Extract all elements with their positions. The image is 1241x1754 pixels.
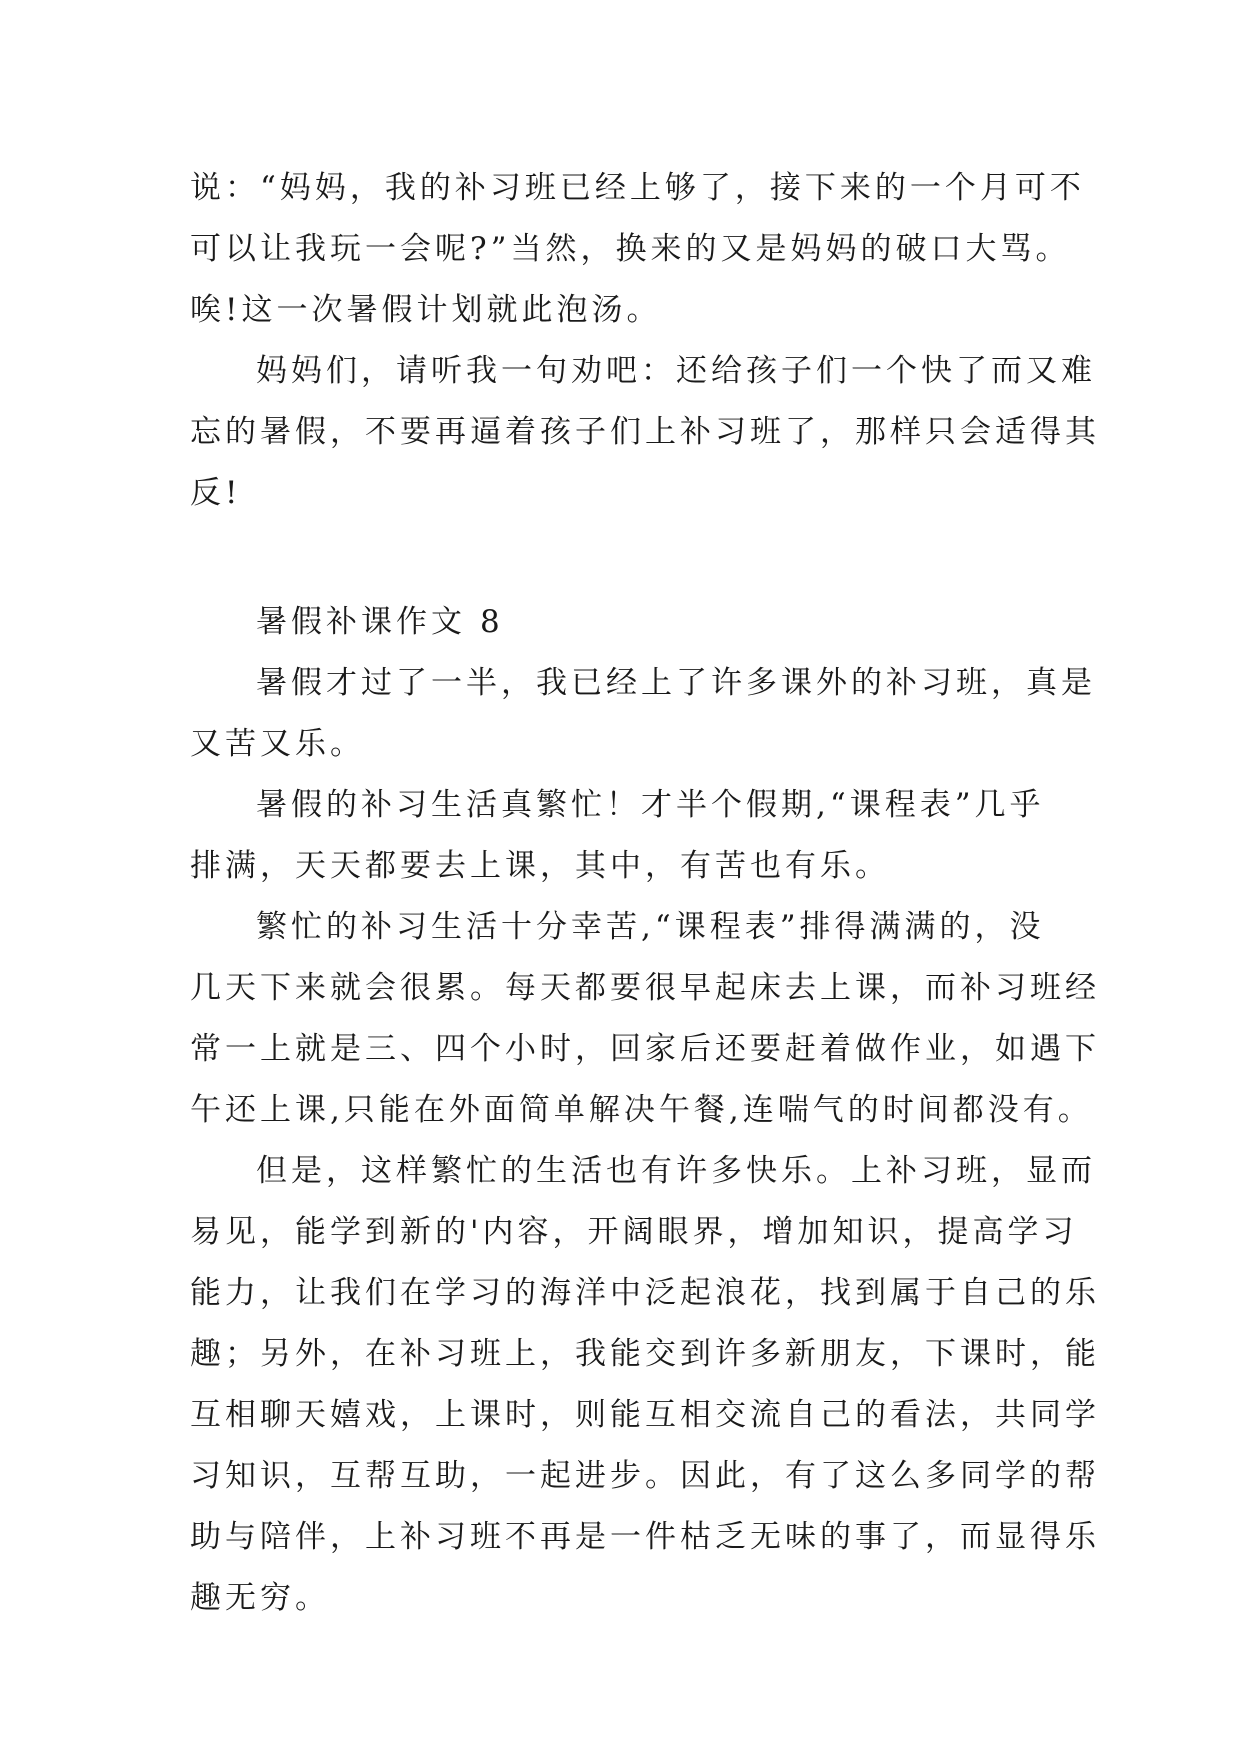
text-line: 繁忙的补习生活十分幸苦,“课程表”排得满满的，没 xyxy=(256,909,1045,945)
text-line: 习知识，互帮互助，一起进步。因此，有了这么多同学的帮 xyxy=(190,1458,1100,1494)
text-line: 忘的暑假，不要再逼着孩子们上补习班了，那样只会适得其 xyxy=(190,414,1100,450)
text-line: 唉!这一次暑假计划就此泡汤。 xyxy=(190,292,662,328)
text-line: 可以让我玩一会呢?”当然，换来的又是妈妈的破口大骂。 xyxy=(190,231,1071,267)
paragraph-3 xyxy=(190,897,1100,1141)
paragraph-1 xyxy=(190,653,1096,775)
text-line: 几天下来就会很累。每天都要很早起床去上课，而补习班经 xyxy=(190,970,1100,1006)
document-page xyxy=(190,158,1100,1629)
section-gap xyxy=(190,524,1050,592)
text-line: 但是，这样繁忙的生活也有许多快乐。上补习班，显而 xyxy=(256,1153,1096,1189)
text-line: 趣；另外，在补习班上，我能交到许多新朋友，下课时，能 xyxy=(190,1336,1100,1372)
essay-number: 8 xyxy=(480,604,504,640)
text-line: 能力，让我们在学习的海洋中泛起浪花，找到属于自己的乐 xyxy=(190,1275,1100,1311)
paragraph-2 xyxy=(190,775,1050,897)
text-line: 互相聊天嬉戏，上课时，则能互相交流自己的看法，共同学 xyxy=(190,1397,1100,1433)
paragraph-continued xyxy=(190,158,1085,341)
paragraph-advice xyxy=(190,341,1100,524)
text-line: 常一上就是三、四个小时，回家后还要赶着做作业，如遇下 xyxy=(190,1031,1100,1067)
essay-title xyxy=(190,592,1050,653)
text-line: 趣无穷。 xyxy=(190,1580,330,1616)
text-line: 暑假的补习生活真繁忙！才半个假期,“课程表”几乎 xyxy=(256,787,1045,823)
text-line: 易见，能学到新的'内容，开阔眼界，增加知识，提高学习 xyxy=(190,1214,1078,1250)
paragraph-4 xyxy=(190,1141,1100,1629)
text-line: 排满，天天都要去上课，其中，有苦也有乐。 xyxy=(190,848,890,884)
text-line: 又苦又乐。 xyxy=(190,726,365,762)
text-line: 妈妈们，请听我一句劝吧：还给孩子们一个快了而又难 xyxy=(256,353,1096,389)
text-line: 午还上课,只能在外面简单解决午餐,连喘气的时间都没有。 xyxy=(190,1092,1093,1128)
essay-title-text: 暑假补课作文 xyxy=(256,604,466,640)
text-line: 暑假才过了一半，我已经上了许多课外的补习班，真是 xyxy=(256,665,1096,701)
text-line: 说：“妈妈，我的补习班已经上够了，接下来的一个月可不 xyxy=(190,170,1085,206)
text-line: 助与陪伴，上补习班不再是一件枯乏无味的事了，而显得乐 xyxy=(190,1519,1100,1555)
text-line: 反! xyxy=(190,475,242,511)
